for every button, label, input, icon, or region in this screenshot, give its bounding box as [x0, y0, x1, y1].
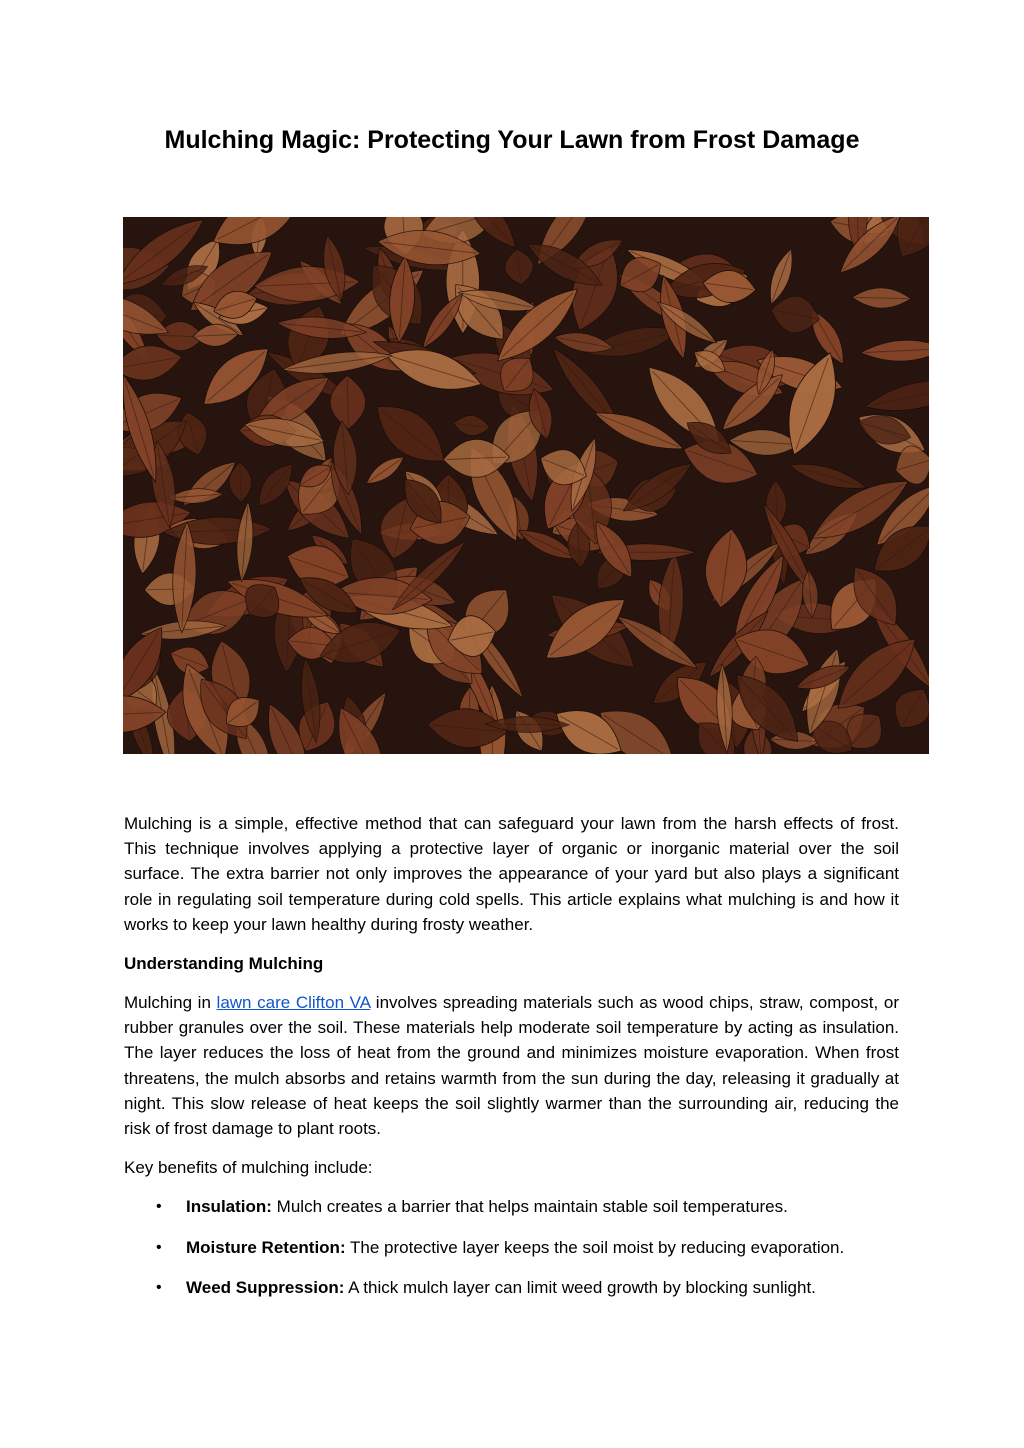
list-item: [124, 1275, 899, 1300]
autumn-leaves-icon: [123, 217, 929, 754]
benefit-label: Moisture Retention:: [186, 1237, 346, 1257]
paragraph-text-start: Mulching in: [124, 993, 217, 1013]
article-body: [124, 811, 899, 1315]
benefit-text: A thick mulch layer can limit weed growth by blocking sunlight.: [344, 1277, 816, 1297]
benefit-text: Mulch creates a barrier that helps maintain stable soil temperatures.: [271, 1197, 788, 1217]
benefit-label: Weed Suppression:: [186, 1277, 345, 1297]
benefits-intro: Key benefits of mulching include:: [124, 1158, 373, 1178]
intro-paragraph: Mulching is a simple, effective method that can safeguard your lawn from the harsh effects of frost. This technique involves applying a protective layer of organic or inorganic material over the soil surface. The extra barrier not only improves the appearance of your yard but also plays a significant role in regulating soil temperature during cold spells. This article explains what mulching is and how it works to keep your lawn healthy during frosty weather.: [124, 814, 899, 934]
lawn-care-link[interactable]: lawn care Clifton VA: [216, 993, 371, 1013]
autumn-leaves-image: [123, 217, 929, 754]
bullet-icon: •: [156, 1238, 162, 1256]
list-item: [124, 1235, 899, 1260]
page-title: Mulching Magic: Protecting Your Lawn from Frost Damage: [164, 126, 860, 154]
section-heading: Understanding Mulching: [124, 954, 324, 974]
benefit-text: The protective layer keeps the soil moist by reducing evaporation.: [345, 1237, 845, 1257]
list-item: [124, 1194, 899, 1219]
benefits-list: [124, 1194, 899, 1300]
bullet-icon: •: [156, 1278, 162, 1296]
benefit-label: Insulation:: [186, 1197, 272, 1217]
bullet-icon: •: [156, 1198, 162, 1216]
mulching-paragraph: [124, 990, 899, 1141]
paragraph-text-end: involves spreading materials such as wood chips, straw, compost, or rubber granules over the soil. These materials help moderate soil temperature by acting as insulation. The layer reduces the loss of heat from the ground and minimizes moisture evaporation. When frost threatens, the mulch absorbs and retains warmth from the sun during the day, releasing it gradually at night. This slow release of heat keeps the soil slightly warmer than the surrounding air, reducing the risk of frost damage to plant roots.: [124, 993, 899, 1139]
